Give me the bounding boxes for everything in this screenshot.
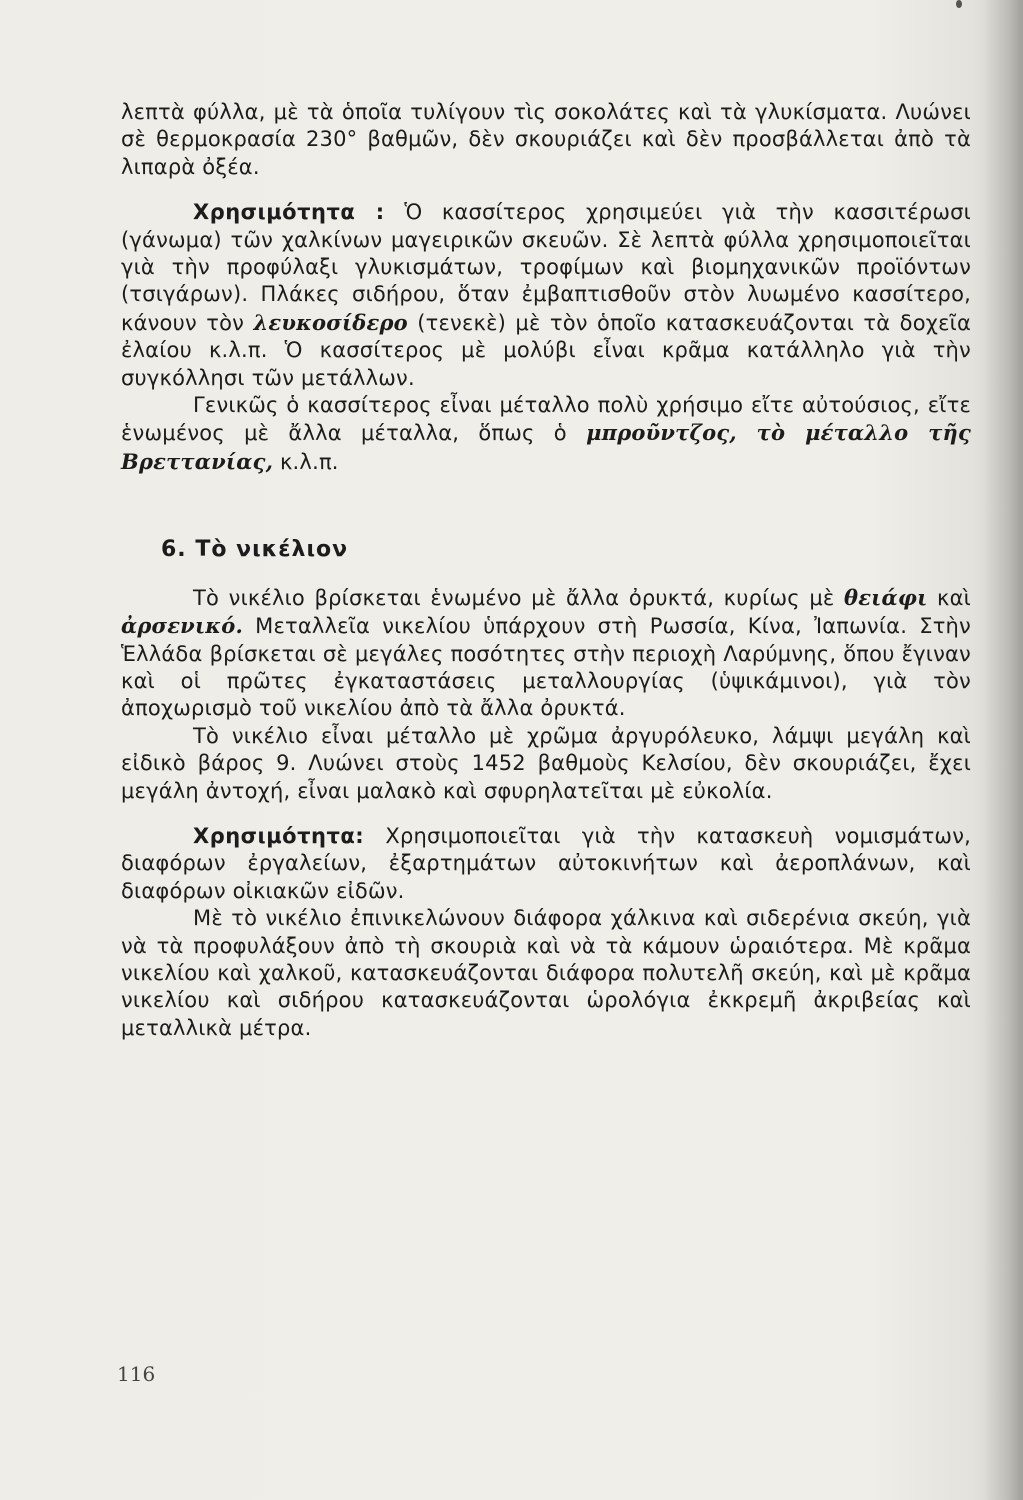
page-body	[121, 99, 971, 1042]
spine-shadow	[983, 0, 1023, 1500]
section-heading-nickel: 6. Τὸ νικέλιον	[161, 537, 349, 563]
section-label-uses: Χρησιμότητα :	[193, 200, 385, 225]
paragraph-nickel-uses: Χρησιμότητα: Χρησιμοποιεῖται γιὰ τὴν κατασκευὴ νομισμάτων, διαφόρων ἐργαλείων, ἐξαρτημάτων αὐτοκινήτων καὶ ἀεροπλάνων, καὶ διαφόρων οἰκιακῶν εἰδῶν.	[121, 823, 971, 903]
term-arsenic: ἀρσενικό.	[121, 613, 243, 639]
paragraph-tin-general: Γενικῶς ὁ κασσίτερος εἶναι μέταλλο πολὺ χρήσιμο εἴτε αὐτούσιος, εἴτε ἑνωμένος μὲ ἄλλα μέταλλα, ὅπως ὁ μπροῦντζος, τὸ μέταλλο τῆς Βρεττανίας, κ.λ.π.	[121, 393, 971, 474]
section-label-nickel-uses: Χρησιμότητα:	[193, 823, 365, 848]
term-leukosidero: λευκοσίδερο	[253, 309, 408, 335]
ink-speck	[956, 0, 962, 8]
paragraph-nickel-properties: Τὸ νικέλιο εἶναι μέταλλο μὲ χρῶμα ἀργυρόλευκο, λάμψι μεγάλη καὶ εἰδικὸ βάρος 9. Λυώνει στοὺς 1452 βαθμοὺς Κελσίου, δὲν σκουριάζει, ἔχει μεγάλη ἀντοχή, εἶναι μαλακὸ καὶ σφυρηλατεῖται μὲ εὐκολία.	[121, 723, 971, 803]
paragraph-nickel-plating: Μὲ τὸ νικέλιο ἐπινικελώνουν διάφορα χάλκινα καὶ σιδερένια σκεύη, γιὰ νὰ τὰ προφυλάξουν ἀπὸ τὴ σκουριὰ καὶ νὰ τὰ κάμουν ὡραιότερα. Μὲ κρᾶμα νικελίου καὶ χαλκοῦ, κατασκευάζονται διάφορα πολυτελῆ σκεύη, καὶ μὲ κρᾶμα νικελίου καὶ σιδήρου κατασκευάζονται ὡρολόγια ἐκκρεμῆ ἀκριβείας καὶ μεταλλικὰ μέτρα.	[121, 906, 971, 1040]
term-sulfur: θειάφι	[844, 584, 928, 610]
page-number: 116	[117, 1362, 156, 1386]
paragraph-nickel-occurrence: Τὸ νικέλιο βρίσκεται ἑνωμένο μὲ ἄλλα ὀρυκτά, κυρίως μὲ θειάφι καὶ ἀρσενικό. Μεταλλεῖα νικελίου ὑπάρχουν στὴ Ρωσσία, Κίνα, Ἰαπωνία. Στὴν Ἑλλάδα βρίσκεται σὲ μεγάλες ποσότητες στὴν περιοχὴ Λαρύμνης, ὅπου ἔγιναν καὶ οἱ πρῶτες ἐγκαταστάσεις μεταλλουργίας (ὑψικάμινοι), γιὰ τὸν ἀποχωρισμὸ τοῦ νικελίου ἀπὸ τὰ ἄλλα ὀρυκτά.	[121, 584, 971, 721]
term-alloys: μπροῦντζος, τὸ μέταλλο τῆς Βρεττανίας,	[121, 420, 971, 474]
paragraph-tin-properties: λεπτὰ φύλλα, μὲ τὰ ὁποῖα τυλίγουν τὶς σοκολάτες καὶ τὰ γλυκίσματα. Λυώνει σὲ θερμοκρασία 230° βαθμῶν, δὲν σκουριάζει καὶ δὲν προσβάλλεται ἀπὸ τὰ λιπαρὰ ὀξέα.	[121, 100, 971, 179]
paragraph-tin-uses: Χρησιμότητα : Ὁ κασσίτερος χρησιμεύει γιὰ τὴν κασσιτέρωσι (γάνωμα) τῶν χαλκίνων μαγειρικῶν σκευῶν. Σὲ λεπτὰ φύλλα χρησιμοποιεῖται γιὰ τὴν προφύλαξι γλυκισμάτων, τροφίμων καὶ βιομηχανικῶν προϊόντων (τσιγάρων). Πλάκες σιδήρου, ὅταν ἐμβαπτισθοῦν στὸν λυωμένο κασσίτερο, κάνουν τὸν λευκοσίδερο (τενεκὲ) μὲ τὸν ὁποῖο κατασκευάζονται τὰ δοχεῖα ἐλαίου κ.λ.π. Ὁ κασσίτερος μὲ μολύβι εἶναι κρᾶμα κατάλληλο γιὰ τὴν συγκόλλησι τῶν μετάλλων.	[121, 200, 971, 390]
